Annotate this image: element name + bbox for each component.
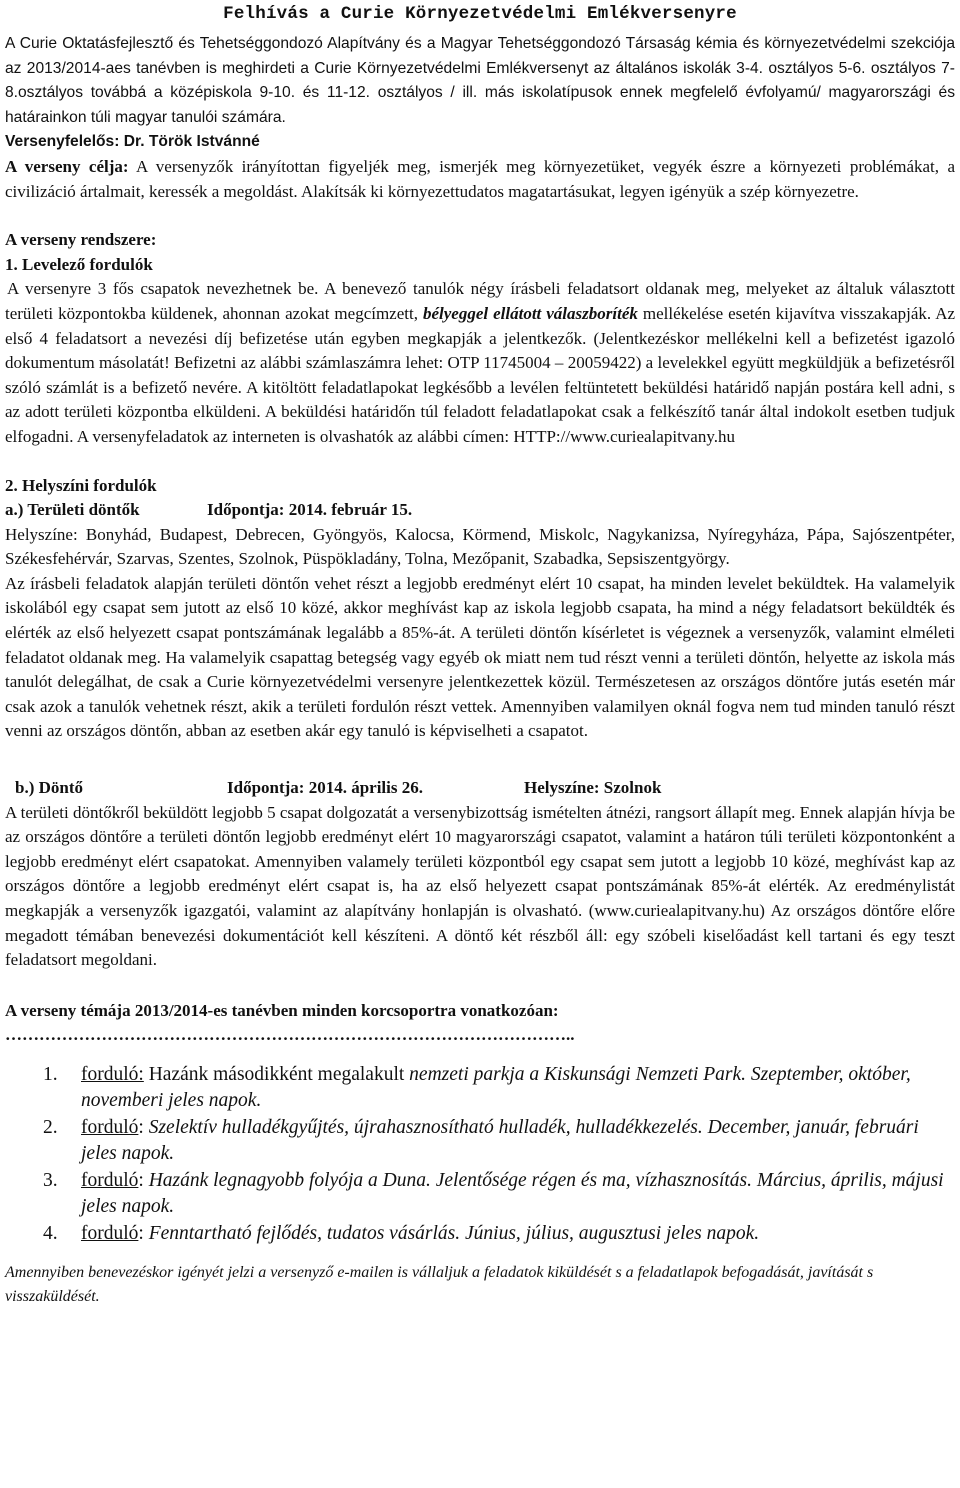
- final-place: Helyszíne: Szolnok: [524, 778, 662, 798]
- footer-note: Amennyiben benevezéskor igényét jelzi a versenyző e-mailen is vállaljuk a feladatok kiküldését s a feladatlapok befogadását, javítását s visszaküldését.: [5, 1264, 874, 1306]
- responsible-name: Török Istvánné: [148, 133, 260, 151]
- goal-label: A verseny célja:: [5, 156, 129, 176]
- list-item: 2. forduló: Szelektív hulladékgyűjtés, újrahasznosítható hulladék, hulladékkezelés. December, január, februári jeles napok.: [43, 1116, 919, 1165]
- theme-dots: ………………………………………………………………………………………..: [5, 1025, 575, 1045]
- regional-heading-line: [5, 498, 955, 523]
- theme-heading: A verseny témája 2013/2014-es tanévben minden korcsoportra vonatkozóan:: [5, 1000, 559, 1020]
- regional-places: Helyszíne: Bonyhád, Budapest, Debrecen, Gyöngyös, Kalocsa, Körmend, Miskolc, Nagykanizsa, Nyíregyháza, Pápa, Sajószentpéter, Székesfehérvár, Szarvas, Szentes, Szolnok, Püspökladány, Tolna, Mezőpanit, Szabadka, Sepsiszentgyörgy.: [5, 524, 955, 569]
- page-title: Felhívás a Curie Környezetvédelmi Emlékversenyre: [223, 4, 737, 24]
- part1-text2: mellékelése esetén kijavítva visszakapják. Az első 4 feladatsort a nevezési díj befizetése után egyben megkapják a jelentkezők. (Jelentkezéskor mellékelni kell a befizetést igazoló dokumentum másolatát! Befizetni az alábbi számlaszámra lehet: OTP 11745004 – 20059422) a levelekkel együtt megküldjük a befizetésről szóló számlát is a befizető nevére. A kitöltött feladatlapokat legkésőbb a levélen feltüntetett beküldési határidő napján postára kell adni, s az adott területi központba elküldeni. A beküldési határidőn túl feladott feladatlapokat csak a felkészítő tanár által indokolt esetben tudjuk elfogadni. A versenyfeladatok az interneten is olvashatók az alábbi címen:: [5, 303, 956, 446]
- website-link[interactable]: HTTP://www.curiealapitvany.hu: [513, 426, 735, 446]
- goal-text: A versenyzők irányítottan figyeljék meg, ismerjék meg környezetüket, vegyék észre a környezeti problémákat, a civilizáció ártalmait, keressék a megoldást. Alakítsák ki környezettudatos magatartásukat, legyen igényük a szép környezetre.: [5, 156, 956, 201]
- document-page: [5, 0, 955, 1309]
- system-heading: A verseny rendszere:: [5, 230, 157, 250]
- part1-paragraph: [5, 277, 955, 449]
- final-heading-line: [5, 776, 955, 801]
- regional-heading: a.) Területi döntők: [5, 500, 140, 520]
- final-heading: b.) Döntő: [15, 778, 84, 798]
- list-item: 3. forduló: Hazánk legnagyobb folyója a Duna. Jelentősége régen és ma, vízhasznosítás. Március, április, májusi jeles napok.: [43, 1169, 944, 1218]
- list-item: 1. forduló: Hazánk másodikként megalakult nemzeti parkja a Kiskunsági Nemzeti Park. Szeptember, október, novemberi jeles napok.: [43, 1063, 911, 1112]
- intro-paragraph: A Curie Oktatásfejlesztő és Tehetséggondozó Alapítvány és a Magyar Tehetséggondozó Társaság kémia és környezetvédelmi szekciója az 2013/2014-aes tanévben is meghirdeti a Curie Környezetvédelmi Emlékversenyt az általános iskolák 3-4. osztályos 5-6. osztályos 7-8.osztályos továbbá a középiskola 9-10. és 11-12. osztályos / ill. más iskolatípusok ennek megfelelő évfolyamú/ magyarországi és határainkon túli magyar tanulói számára.: [5, 35, 955, 126]
- responsible-label: Versenyfelelős: Dr.: [5, 133, 145, 151]
- part1-text1: A versenyre 3 fős csapatok nevezhetnek be. A benevező tanulók négy írásbeli feladatsort oldanak meg, melyeket az általuk választott területi központokba küldenek, ahonnan azokat megcímzett,: [5, 279, 955, 323]
- final-text: A területi döntőkről beküldött legjobb 5 csapat dolgozatát a versenybizottság ismételten átnézi, rangsort állapít meg. Ennek alapján hívja be az országos döntőre a területi döntőn legjobb eredményt elért 10 magyarországi csapatot, valamint a határon túli területi központonként a legjobb eredményt elért csapatokat. Amennyiben valamely területi központból egy csapat sem jutott a legjobb 10 közé, meghívást kap az országos döntőre a legjobb eredményt elért csapat is, ha az első helyezett csapat pontszámának 85%-át elérték. Az eredménylistát megkapják a versenyzők igazgatói, valamint az alapítvány honlapján is olvasható. (www.curiealapitvany.hu) Az országos döntőre előre megadott témában benevezési dokumentációt kell készíteni. A döntő két részből áll: egy szóbeli kiselőadást kell tartani és egy teszt feladatsort megoldani.: [5, 802, 955, 970]
- regional-date: Időpontja: 2014. február 15.: [207, 500, 413, 520]
- rounds-list: [5, 1062, 955, 1248]
- part1-envelope: bélyeggel ellátott válaszboríték: [422, 303, 638, 323]
- goal-paragraph: [5, 155, 955, 204]
- responsible-line: [5, 130, 955, 155]
- part2-heading: 2. Helyszíni fordulók: [5, 475, 157, 495]
- list-item: 4. forduló: Fenntartható fejlődés, tudatos vásárlás. Június, július, augusztusi jeles napok.: [43, 1222, 760, 1244]
- regional-text: Az írásbeli feladatok alapján területi döntőn vehet részt a legjobb eredményt elért 10 csapat, ha minden levelet beküldtek. Ha valamelyik iskolából egy csapat sem jutott az első 10 közé, akkor meghívást kap az iskola legjobb csapata, ha mind a négy feladatsort beküldték és elérték az első helyezett csapat pontszámának legalább a 85%-át. A területi döntőn kísérletet is végeznek a versenyzők, valamint elméleti feladatot oldanak meg. Ha valamelyik csapattag betegség vagy egyéb ok miatt nem tud részt venni a területi döntőn, helyette az iskola más tanulót delegálhat, de csak a Curie környezetvédelmi versenyre jelentkezettek közül. Természetesen az országos döntőre jutás esetén már csak azok a tanulók vehetnek részt, akik a területi fordulón részt vettek. Amennyiben valamilyen oknál fogva nem tud minden tanuló részt venni az országos döntőn, abban az esetben akár egy tanuló is képviselheti a csapatot.: [5, 573, 955, 741]
- final-date: Időpontja: 2014. április 26.: [227, 778, 423, 798]
- part1-heading: 1. Levelező fordulók: [5, 254, 153, 274]
